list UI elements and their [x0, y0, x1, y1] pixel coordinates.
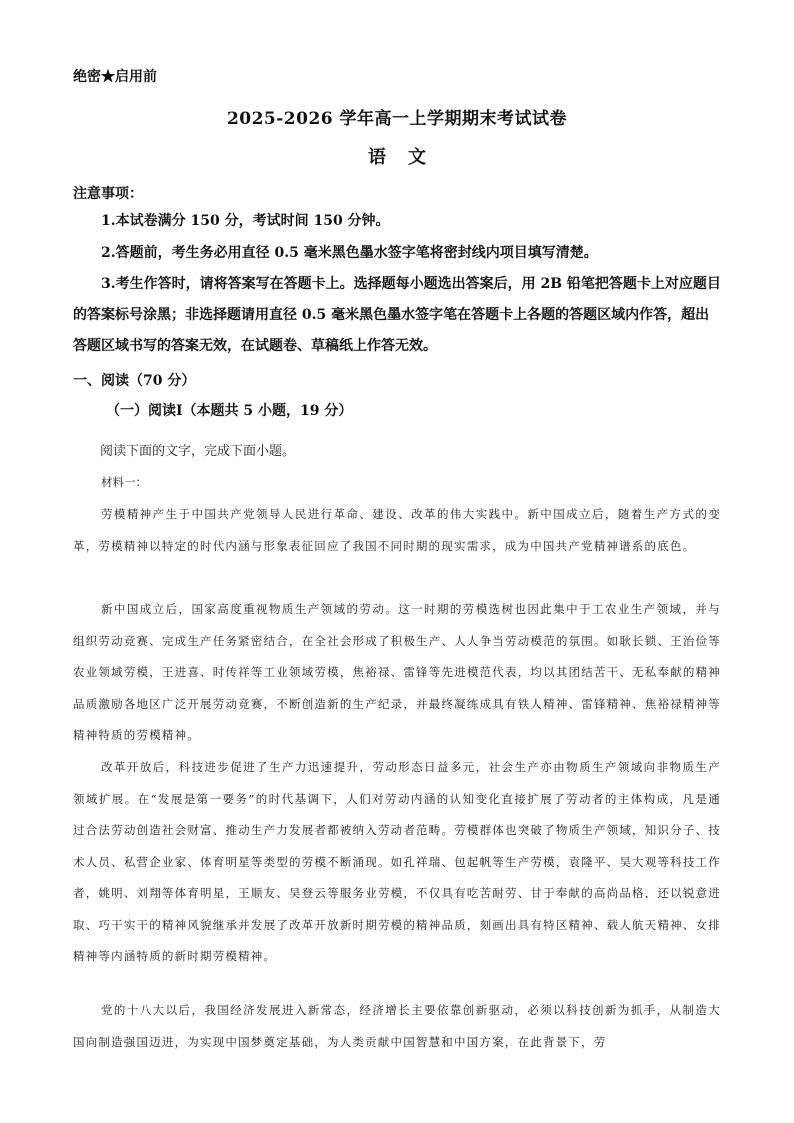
reading-instruction: 阅读下面的文字，完成下面小题。: [100, 444, 296, 459]
notice-item: 3.考生作答时，请将答案写在答题卡上。选择题每小题选出答案后，用 2B 铅笔把答题卡上对应题目的答案标号涂黑；非选择题请用直径 0.5 毫米黑色墨水签字笔在答题卡上各题的答题区域内作答，超出答题区域书写的答案无效，在试题卷、草稿纸上作答无效。: [73, 276, 721, 354]
subsection-heading: （一）阅读Ⅰ（本题共 5 小题，19 分）: [106, 403, 353, 419]
notice-item: 1.本试卷满分 150 分，考试时间 150 分钟。: [101, 213, 390, 229]
passage-paragraph: 新中国成立后，国家高度重视物质生产领域的劳动。这一时期的劳模选树也因此集中于工农业生产领域，并与组织劳动竞赛、完成生产任务紧密结合，在全社会形成了积极生产、人人争当劳动模范的氛围。如耿长锁、王治俭等农业领域劳模，王进喜、时传祥等工业领域劳模，焦裕禄、雷锋等先进模范代表，均以其团结苦干、无私奉献的精神品质激励各地区广泛开展劳动竞赛，不断创造新的生产纪录，并最终凝练成具有铁人精神、雷锋精神、焦裕禄精神等精神特质的劳模精神。: [73, 602, 721, 742]
notice-heading: 注意事项：: [73, 186, 143, 202]
section-heading: 一、阅读（70 分）: [73, 373, 196, 389]
exam-title: 2025-2026 学年高一上学期期末考试试卷: [226, 109, 568, 129]
passage-paragraph: 改革开放后，科技进步促进了生产力迅速提升，劳动形态日益多元，社会生产亦由物质生产领域向非物质生产领域扩展。在“发展是第一要务”的时代基调下，人们对劳动内涵的认知变化直接扩展了劳动者的主体构成，凡是通过合法劳动创造社会财富、推动生产力发展者都被纳入劳动者范畴。劳模群体也突破了物质生产领域，知识分子、技术人员、私营企业家、体育明星等类型的劳模不断涌现。如孔祥瑞、包起帆等生产劳模，袁隆平、吴大观等科技工作者，姚明、刘翔等体育明星，王顺友、吴登云等服务业劳模，不仅具有吃苦耐劳、甘于奉献的高尚品格，还以锐意进取、巧干实干的精神风貌继承并发展了改革开放新时期劳模的精神品质，刻画出具有特区精神、载人航天精神、女排精神等内涵特质的新时期劳模精神。: [73, 760, 721, 963]
notice-item: 2.答题前，考生务必用直径 0.5 毫米黑色墨水签字笔将密封线内项目填写清楚。: [101, 245, 598, 261]
subject-title: 语文: [368, 147, 448, 168]
passage-paragraph: 党的十八大以后，我国经济发展进入新常态，经济增长主要依靠创新驱动，必须以科技创新为抓手，从制造大国向制造强国迈进，为实现中国梦奠定基础，为人类贡献中国智慧和中国方案，在此背景下，劳: [73, 1003, 721, 1049]
passage-paragraph: 劳模精神产生于中国共产党领导人民进行革命、建设、改革的伟大实践中。新中国成立后，随着生产方式的变革，劳模精神以特定的时代内涵与形象表征回应了我国不同时期的现实需求，成为中国共产党精神谱系的底色。: [73, 507, 721, 553]
confidential-mark: 绝密★启用前: [73, 69, 157, 85]
material-label: 材料一：: [101, 475, 147, 489]
